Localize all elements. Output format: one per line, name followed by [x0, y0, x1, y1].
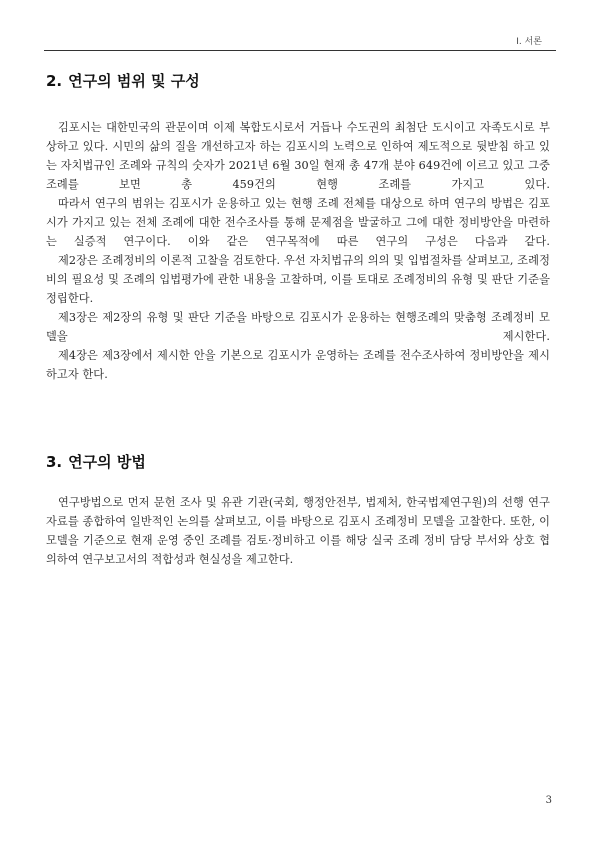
- paragraph: 제2장은 조례정비의 이론적 고찰을 검토한다. 우선 자치법규의 의의 및 입법절차를 살펴보고, 조례정비의 필요성 및 조례의 입법평가에 관한 내용을 고찰하며, 이를 토대로 조례정비의 유형 및 판단 기준을 정립한다.: [46, 254, 550, 305]
- paragraph: 제4장은 제3장에서 제시한 안을 기본으로 김포시가 운영하는 조례를 전수조사하여 정비방안을 제시하고자 한다.: [46, 349, 550, 381]
- section-body-method: [46, 493, 550, 569]
- paragraph: 제3장은 제2장의 유형 및 판단 기준을 바탕으로 김포시가 운용하는 현행조례의 맞춤형 조례정비 모델을 제시한다.: [46, 311, 550, 343]
- page-number: 3: [545, 795, 552, 806]
- section-heading-method: [46, 451, 146, 472]
- section-title: 연구의 범위 및 구성: [68, 72, 200, 90]
- paragraph: 김포시는 대한민국의 관문이며 이제 복합도시로서 거듭나 수도권의 최첨단 도시이고 자족도시로 부상하고 있다. 시민의 삶의 질을 개선하고자 하는 김포시의 노력으로 인하여 제도적으로 뒷받침 하고 있는 자치법규인 조례와 규칙의 숫자가 2021년 6월 30일 현재 총 47개 분야 649건에 이르고 있고 그중 조례를 보면 총 459건의 현행 조례를 가지고 있다.: [46, 121, 550, 191]
- paragraph: 따라서 연구의 범위는 김포시가 운용하고 있는 현행 조례 전체를 대상으로 하며 연구의 방법은 김포시가 가지고 있는 전체 조례에 대한 전수조사를 통해 문제점을 발굴하고 그에 대한 정비방안을 마련하는 실증적 연구이다. 이와 같은 연구목적에 따른 연구의 구성은 다음과 같다.: [46, 197, 550, 248]
- section-heading-scope: [46, 70, 200, 91]
- section-number: 3.: [46, 453, 63, 471]
- header-divider: [44, 50, 556, 51]
- running-header: Ⅰ. 서론: [516, 37, 542, 47]
- section-number: 2.: [46, 72, 63, 90]
- paragraph: 연구방법으로 먼저 문헌 조사 및 유관 기관(국회, 행정안전부, 법제처, 한국법제연구원)의 선행 연구자료를 종합하여 일반적인 논의를 살펴보고, 이를 바탕으로 김포시 조례정비 모델을 고찰한다. 또한, 이 모델을 기준으로 현재 운영 중인 조례를 검토·정비하고 이를 해당 실국 조례 정비 담당 부서와 상호 협의하여 연구보고서의 적합성과 현실성을 제고한다.: [46, 496, 550, 566]
- section-body-scope: [46, 118, 550, 384]
- section-title: 연구의 방법: [68, 453, 146, 471]
